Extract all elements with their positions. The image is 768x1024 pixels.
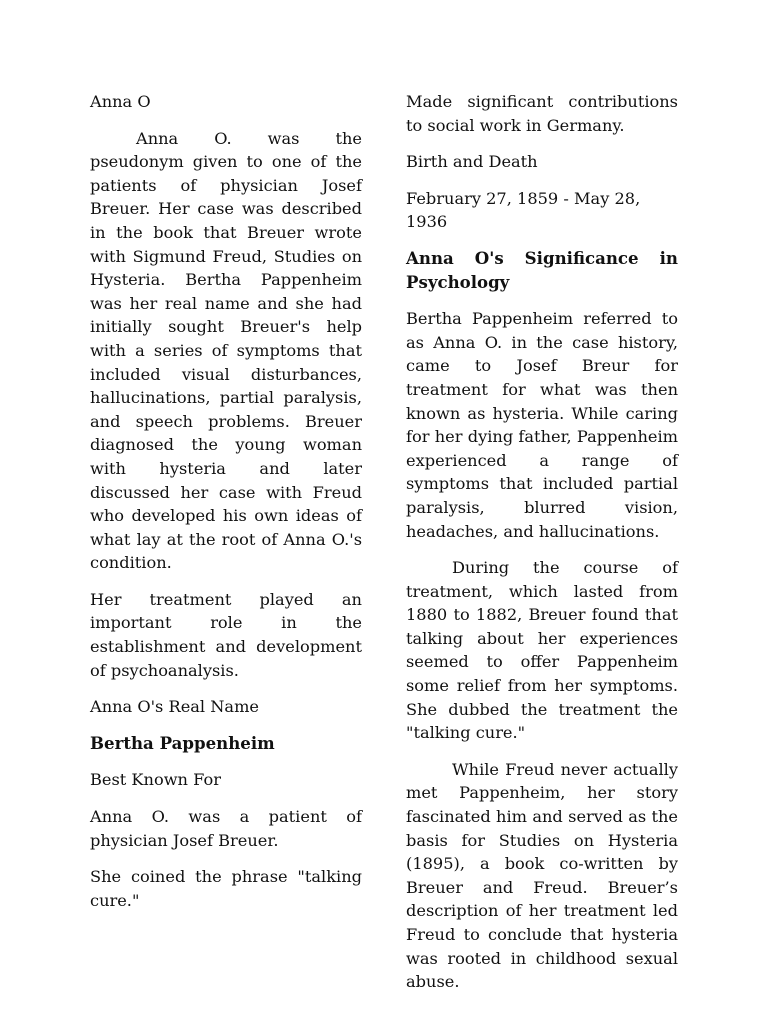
birth-death-label: Birth and Death [406, 152, 538, 172]
significance-paragraph-2: During the course of treatment, which lasted from 1880 to 1882, Breuer found that talking about her experiences seemed to offer Pappenheim some relief from her symptoms. She dubbed the treatment the "talking cure." [406, 558, 678, 743]
birth-death-value: February 27, 1859 - May 28, 1936 [406, 188, 641, 232]
real-name-value: Bertha Pappenheim [90, 732, 275, 753]
best-known-label: Best Known For [90, 770, 221, 790]
significance-paragraph-3: While Freud never actually met Pappenheim, her story fascinated him and served as the basis for Studies on Hysteria (1895), a book co-written by Breuer and Freud. Breuer’s description of her treatment led Freud to conclude that hysteria was rooted in childhood sexual abuse. [406, 759, 678, 992]
left-column [90, 90, 362, 925]
document-title: Anna O [90, 92, 151, 111]
significance-paragraph-1: Bertha Pappenheim referred to as Anna O. in the case history, came to Josef Breur for treatment for what was then known as hysteria. While caring for her dying father, Pappenheim experienced a range of symptoms that included partial paralysis, blurred vision, headaches, and hallucinations. [406, 309, 678, 541]
best-known-item-1: Anna O. was a patient of physician Josef Breuer. [90, 807, 362, 850]
real-name-label: Anna O's Real Name [90, 697, 259, 717]
contribution-text: Made significant contributions to social work in Germany. [406, 92, 678, 135]
treatment-paragraph: Her treatment played an important role in the establishment and development of psychoanalysis. [90, 589, 362, 680]
significance-heading: Anna O's Significance in Psychology [406, 247, 678, 292]
intro-paragraph: Anna O. was the pseudonym given to one of the patients of physician Josef Breuer. Her case was described in the book that Breuer wrote with Sigmund Freud, Studies on Hysteria. Bertha Pappenheim was her real name and she had initially sought Breuer's help with a series of symptoms that included visual disturbances, hallucinations, partial paralysis, and speech problems. Breuer diagnosed the young woman with hysteria and later discussed her case with Freud who developed his own ideas of what lay at the root of Anna O.'s condition. [90, 128, 362, 573]
best-known-item-2: She coined the phrase "talking cure." [90, 867, 362, 910]
right-column [406, 90, 678, 1007]
